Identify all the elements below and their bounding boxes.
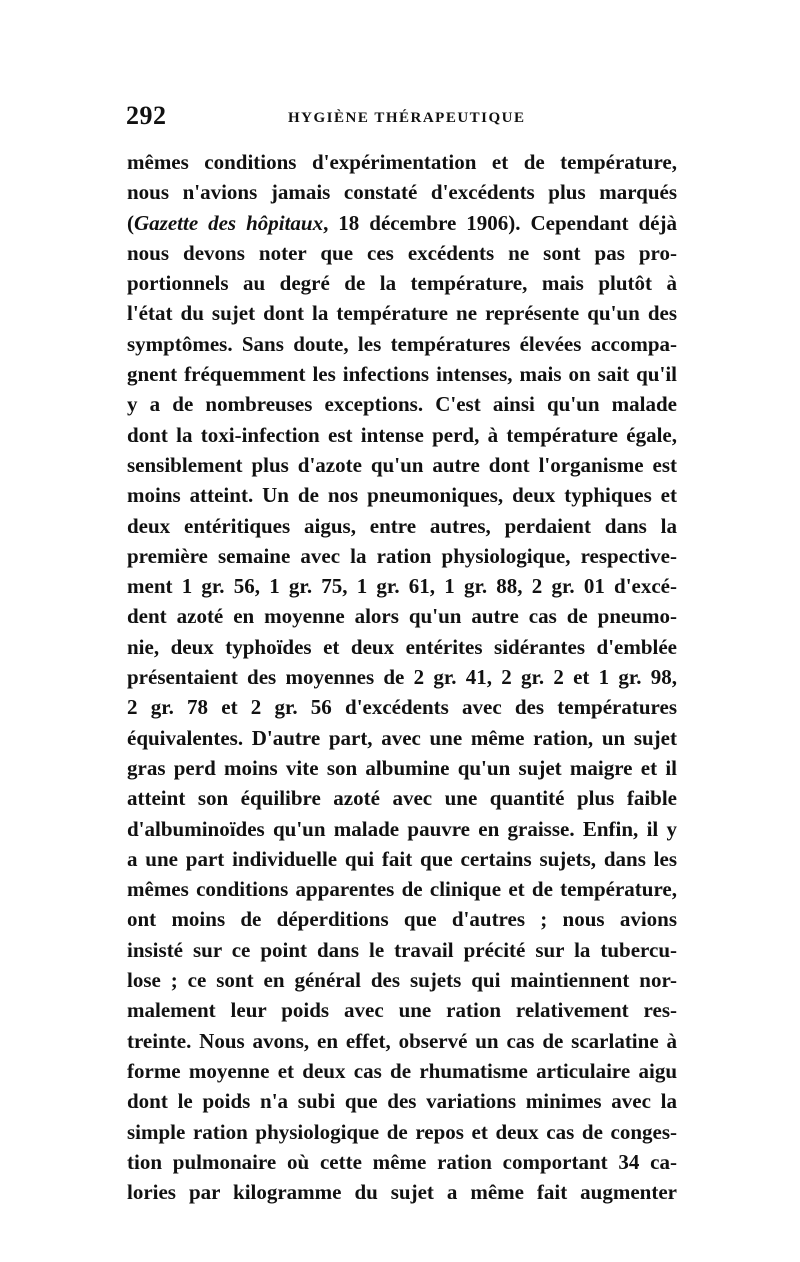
text-line: mêmes conditions d'expérimentation et de température, <box>127 150 677 174</box>
running-title: HYGIÈNE THÉRAPEUTIQUE <box>288 110 526 126</box>
text-line: portionnels au degré de la température, mais plutôt à <box>127 271 677 296</box>
text-line: première semaine avec la ration physiologique, respective- <box>127 543 677 568</box>
text-line: tion pulmonaire où cette même ration comportant 34 ca- <box>127 1149 677 1174</box>
text-line: deux entéritiques aigus, entre autres, perdaient dans la <box>127 513 677 538</box>
text-line: dent azoté en moyenne alors qu'un autre cas de pneumo- <box>127 604 677 629</box>
text-line: nie, deux typhoïdes et deux entérites sidérantes d'emblée <box>127 634 677 659</box>
journal-title: Gazette des hôpitaux <box>134 210 324 235</box>
text-line: lose ; ce sont en général des sujets qui maintiennent nor- <box>127 968 677 993</box>
text-line: sensiblement plus d'azote qu'un autre dont l'organisme est <box>127 452 677 477</box>
text-line <box>127 208 677 238</box>
text-line: forme moyenne et deux cas de rhumatisme articulaire aigu <box>127 1058 677 1083</box>
text-line: simple ration physiologique de repos et deux cas de conges- <box>127 1119 677 1144</box>
text-line: équivalentes. D'autre part, avec une même ration, un sujet <box>127 725 677 750</box>
text-segment: ( <box>127 210 134 235</box>
page-number: 292 <box>126 101 167 130</box>
text-line: dont la toxi-infection est intense perd, à température égale, <box>127 422 677 447</box>
running-header <box>126 101 679 141</box>
text-line: insisté sur ce point dans le travail précité sur la tubercu- <box>127 937 677 962</box>
text-line: l'état du sujet dont la température ne représente qu'un des <box>127 301 677 326</box>
body-paragraph <box>127 147 677 1207</box>
text-line: malement leur poids avec une ration relativement res- <box>127 998 677 1023</box>
text-line: nous n'avions jamais constaté d'excédents plus marqués <box>127 180 677 205</box>
text-line: atteint son équilibre azoté avec une quantité plus faible <box>127 786 677 811</box>
text-line: mêmes conditions apparentes de clinique et de température, <box>127 877 677 902</box>
text-line: gnent fréquemment les infections intenses, mais on sait qu'il <box>127 362 677 387</box>
text-line: lories par kilogramme du sujet a même fait augmenter <box>127 1180 677 1205</box>
text-line: gras perd moins vite son albumine qu'un sujet maigre et il <box>127 755 677 780</box>
text-line: 2 gr. 78 et 2 gr. 56 d'excédents avec des températures <box>127 695 677 720</box>
text-line: moins atteint. Un de nos pneumoniques, deux typhiques et <box>127 483 677 508</box>
text-segment: , 18 décembre 1906). Cependant déjà <box>323 210 677 235</box>
text-line: présentaient des moyennes de 2 gr. 41, 2 gr. 2 et 1 gr. 98, <box>127 665 677 690</box>
text-line: ment 1 gr. 56, 1 gr. 75, 1 gr. 61, 1 gr. 88, 2 gr. 01 d'excé- <box>127 574 677 599</box>
text-line: treinte. Nous avons, en effet, observé un cas de scarlatine à <box>127 1028 677 1053</box>
text-line: dont le poids n'a subi que des variations minimes avec la <box>127 1089 677 1114</box>
text-line: a une part individuelle qui fait que certains sujets, dans les <box>127 846 677 871</box>
text-line: d'albuminoïdes qu'un malade pauvre en graisse. Enfin, il y <box>127 816 677 841</box>
text-line: y a de nombreuses exceptions. C'est ainsi qu'un malade <box>127 392 677 417</box>
text-line: nous devons noter que ces excédents ne sont pas pro- <box>127 240 677 265</box>
text-line: symptômes. Sans doute, les températures élevées accompa- <box>127 331 677 356</box>
text-line: ont moins de déperditions que d'autres ; nous avions <box>127 907 677 932</box>
